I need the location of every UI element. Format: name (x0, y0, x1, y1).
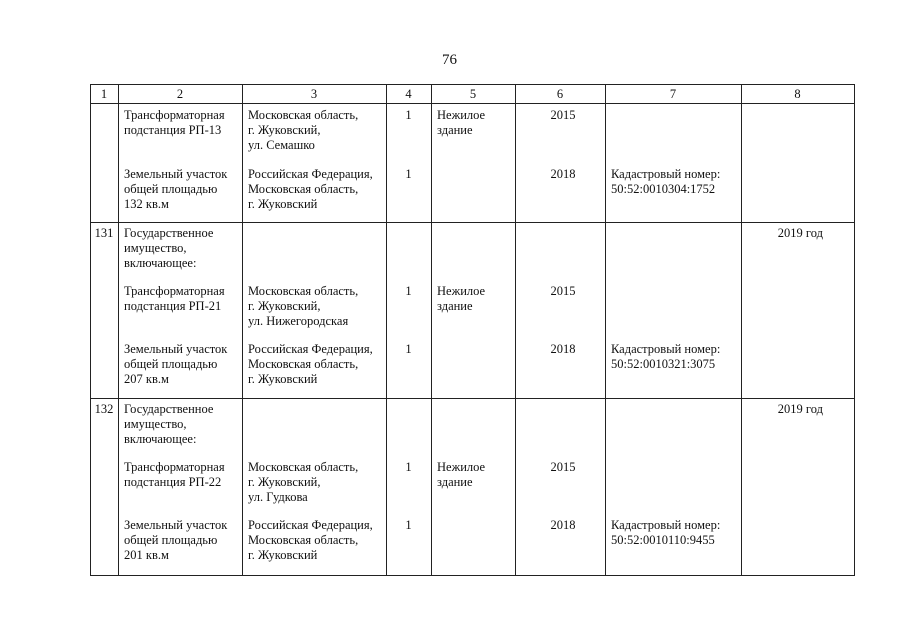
cell-name: Земельный участок общей площадью 201 кв.м (124, 518, 228, 562)
cell-year: 2018 (550, 167, 576, 181)
cell-type: Нежилое здание (437, 108, 486, 137)
cell-qty: 1 (405, 284, 412, 298)
cell-qty: 1 (405, 167, 412, 181)
cell-name: Трансформаторная подстанция РП-13 (124, 108, 225, 137)
table-column-border (854, 84, 855, 576)
cell-year: 2015 (550, 108, 576, 122)
header-cell: 2 (176, 87, 184, 101)
row-number: 131 (94, 226, 114, 240)
header-cell: 1 (100, 87, 108, 101)
cell-name: Трансформаторная подстанция РП-22 (124, 460, 225, 489)
table-column-border (386, 84, 387, 576)
cell-name: Государственное имущество, включающее: (124, 402, 214, 446)
header-cell: 6 (556, 87, 564, 101)
cell-address: Российская Федерация, Московская область, г. Жуковский (248, 167, 373, 211)
row-number: 132 (94, 402, 114, 416)
cell-qty: 1 (405, 342, 412, 356)
table-column-border (605, 84, 606, 576)
header-cell: 8 (794, 87, 801, 101)
cell-address: Российская Федерация, Московская область, г. Жуковский (248, 342, 373, 386)
header-cell: 4 (405, 87, 412, 101)
cell-address: Московская область, г. Жуковский, ул. Семашко (248, 108, 359, 152)
term-note: 2019 год (777, 226, 823, 240)
table-column-border (431, 84, 432, 576)
header-cell: 5 (469, 87, 477, 101)
cell-year: 2015 (550, 460, 576, 474)
cell-name: Земельный участок общей площадью 132 кв.м (124, 167, 228, 211)
cell-year: 2015 (550, 284, 576, 298)
page-number: 76 (442, 52, 457, 68)
cell-name: Государственное имущество, включающее: (124, 226, 214, 270)
cell-qty: 1 (405, 518, 412, 532)
cell-address: Российская Федерация, Московская область, г. Жуковский (248, 518, 373, 562)
header-cell: 3 (310, 87, 318, 101)
cell-year: 2018 (550, 518, 576, 532)
cell-name: Трансформаторная подстанция РП-21 (124, 284, 225, 313)
cell-qty: 1 (405, 460, 412, 474)
cell-name: Земельный участок общей площадью 207 кв.м (124, 342, 228, 386)
cell-year: 2018 (550, 342, 576, 356)
cell-details: Кадастровый номер: 50:52:0010304:1752 (611, 167, 721, 196)
table-column-border (118, 84, 119, 576)
cell-type: Нежилое здание (437, 460, 486, 489)
term-note: 2019 год (777, 402, 823, 416)
cell-qty: 1 (405, 108, 412, 122)
cell-details: Кадастровый номер: 50:52:0010110:9455 (611, 518, 721, 547)
table-column-border (515, 84, 516, 576)
table-column-border (741, 84, 742, 576)
table-column-border (90, 84, 91, 576)
cell-address: Московская область, г. Жуковский, ул. Гудкова (248, 460, 359, 504)
header-cell: 7 (669, 87, 677, 101)
cell-details: Кадастровый номер: 50:52:0010321:3075 (611, 342, 721, 371)
cell-address: Московская область, г. Жуковский, ул. Нижегородская (248, 284, 359, 328)
cell-type: Нежилое здание (437, 284, 486, 313)
